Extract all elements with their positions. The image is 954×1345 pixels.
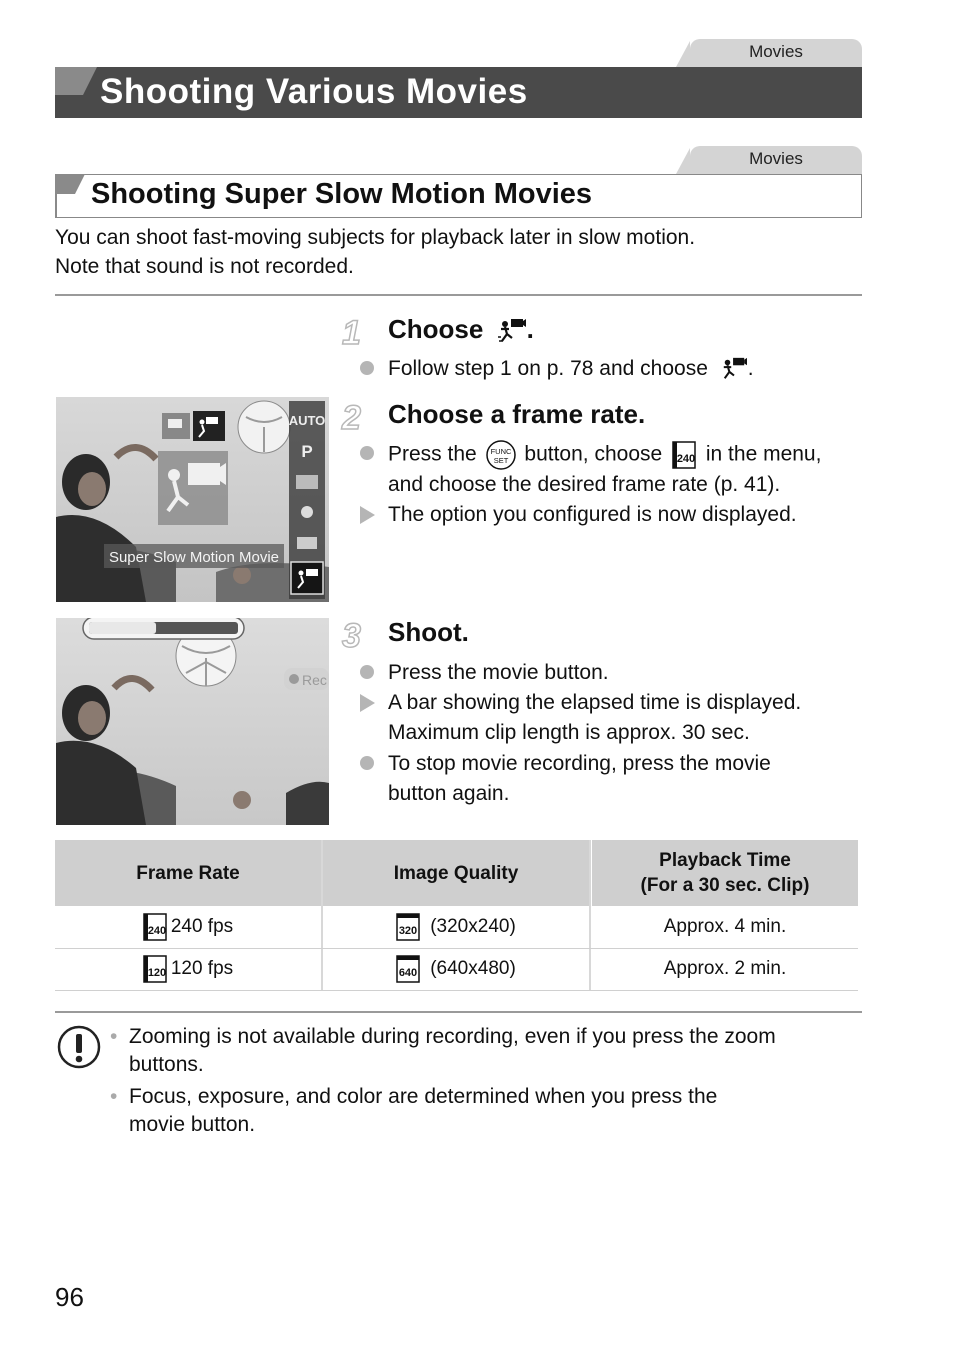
note-bullet: •	[110, 1025, 118, 1048]
step-number: 2	[342, 399, 361, 437]
rec-label: Rec	[302, 672, 327, 688]
section-tab-label: Movies	[749, 149, 803, 168]
quality-value: (640x480)	[430, 957, 516, 979]
intro-line: Note that sound is not recorded.	[55, 255, 354, 278]
intro-divider	[55, 294, 862, 296]
result-triangle	[360, 688, 384, 721]
caution-icon	[57, 1025, 101, 1069]
step-title	[388, 313, 534, 345]
note-text: buttons.	[129, 1053, 204, 1076]
result-triangle	[360, 500, 384, 533]
super-slow-motion-icon	[720, 356, 748, 382]
step-title: Choose a frame rate.	[388, 399, 646, 429]
func-set-button-icon	[485, 439, 517, 471]
menu-screen-illustration	[56, 397, 329, 602]
svg-text:320: 320	[399, 924, 418, 937]
frame-rate-table	[55, 840, 858, 992]
bullet-text: button again.	[388, 782, 510, 805]
table-cell-frame-rate	[55, 948, 321, 989]
table-header-image-quality: Image Quality	[323, 840, 589, 906]
resolution-640-icon	[396, 955, 420, 983]
table-row-divider	[55, 990, 858, 991]
note-bullet: •	[110, 1085, 118, 1108]
step-title-text: Choose	[388, 314, 484, 344]
section-corner-notch	[75, 174, 85, 194]
step-number: 3	[342, 617, 361, 655]
frame-rate-240-icon	[672, 441, 696, 469]
intro-text	[55, 223, 695, 281]
time-value: Approx. 2 min.	[663, 957, 787, 979]
table-cell-quality	[323, 906, 589, 947]
table-cell-frame-rate	[55, 906, 321, 947]
bullet-text: The option you configured is now displayed.	[388, 503, 797, 526]
bullet-text: Follow step 1 on p. 78 and choose	[388, 357, 708, 380]
header-tab-label: Movies	[749, 42, 803, 61]
resolution-320-icon	[396, 913, 420, 941]
time-value: Approx. 4 min.	[663, 915, 787, 937]
page-number: 96	[55, 1282, 84, 1312]
recording-screen-illustration	[56, 618, 329, 825]
note-text: Zooming is not available during recording, even if you press the zoom	[129, 1025, 776, 1048]
bullet-text: button, choose	[524, 442, 663, 466]
table-cell-time	[592, 948, 858, 989]
header-tab	[690, 39, 862, 67]
bullet-text: Maximum clip length is approx. 30 sec.	[388, 721, 750, 744]
bullet-dot	[360, 439, 384, 469]
bullet-text: and choose the desired frame rate (p. 41).	[388, 473, 781, 496]
bullet-text: To stop movie recording, press the movie	[388, 752, 771, 775]
menu-item-auto: AUTO	[288, 413, 326, 428]
title-corner-mark	[55, 67, 83, 95]
bullet-dot	[360, 749, 384, 779]
step-title-end: .	[526, 314, 534, 344]
note-text: movie button.	[129, 1113, 256, 1136]
table-header-frame-rate: Frame Rate	[55, 840, 321, 906]
fps-value: 240 fps	[170, 915, 234, 937]
table-divider	[589, 840, 591, 990]
frame-rate-120-icon	[143, 955, 167, 983]
quality-value: (320x240)	[430, 915, 516, 937]
bullet-text-end: .	[747, 357, 754, 380]
table-cell-time	[592, 906, 858, 947]
table-cell-quality	[323, 948, 589, 989]
camera-screen-menu	[56, 397, 329, 602]
section-title: Shooting Super Slow Motion Movies	[91, 178, 593, 210]
notes-divider	[55, 1011, 862, 1013]
bullet-text: in the menu,	[705, 442, 822, 466]
page-title: Shooting Various Movies	[100, 72, 528, 111]
intro-line: You can shoot fast-moving subjects for playback later in slow motion.	[55, 226, 696, 249]
svg-text:240: 240	[676, 453, 696, 465]
bullet-dot	[360, 658, 384, 688]
svg-text:FUNC: FUNC	[490, 447, 511, 456]
svg-text:SET: SET	[493, 456, 508, 465]
menu-item-p: P	[301, 442, 313, 461]
bullet-text: A bar showing the elapsed time is displayed.	[388, 691, 802, 714]
super-slow-motion-icon	[497, 317, 527, 345]
svg-text:240: 240	[147, 924, 167, 937]
step-title: Shoot.	[388, 617, 469, 647]
frame-rate-240-icon	[143, 913, 167, 941]
bullet-text: Press the movie button.	[388, 661, 609, 684]
section-tab	[690, 146, 862, 174]
note-text: Focus, exposure, and color are determined when you press the	[129, 1085, 718, 1108]
elapsed-bar-fill	[89, 622, 156, 634]
menu-caption: Super Slow Motion Movie	[108, 549, 280, 566]
fps-value: 120 fps	[170, 957, 234, 979]
camera-screen-recording	[56, 618, 329, 825]
title-corner-notch	[83, 67, 97, 95]
bullet-text: Press the	[388, 442, 477, 466]
svg-text:120: 120	[147, 966, 167, 979]
step-number: 1	[342, 314, 361, 352]
section-corner-mark	[55, 174, 75, 194]
svg-text:640: 640	[399, 966, 418, 979]
table-header-playback-time: Playback Time (For a 30 sec. Clip)	[592, 840, 858, 906]
bullet-dot	[360, 354, 384, 384]
section-corner-line	[55, 194, 57, 217]
